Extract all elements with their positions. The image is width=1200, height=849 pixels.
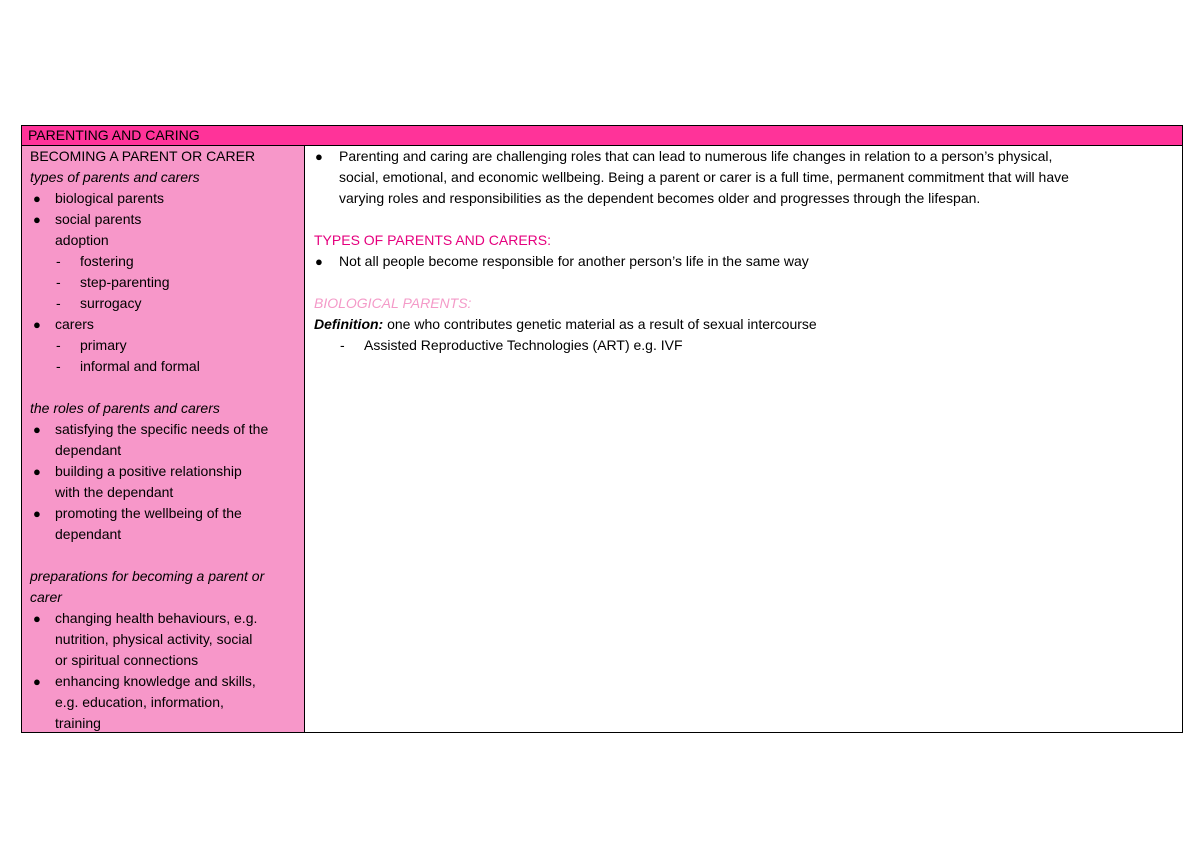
biological-parents-heading: BIOLOGICAL PARENTS: bbox=[314, 295, 472, 311]
document-table bbox=[21, 125, 1183, 733]
list-item: ● carers bbox=[30, 314, 298, 335]
dash-icon: - bbox=[56, 295, 61, 311]
table-header: PARENTING AND CARING bbox=[22, 126, 1182, 146]
types-heading: types of parents and carers bbox=[30, 169, 200, 185]
sub-list-item: - primary bbox=[30, 335, 298, 356]
list-item: adoption bbox=[55, 232, 109, 248]
bullet-icon: ● bbox=[33, 506, 41, 521]
roles-heading: the roles of parents and carers bbox=[30, 400, 220, 416]
sub-list-item: - fostering bbox=[30, 251, 298, 272]
dash-icon: - bbox=[340, 337, 345, 353]
sub-list-item: - surrogacy bbox=[30, 293, 298, 314]
sub-list-item: - informal and formal bbox=[30, 356, 298, 377]
dash-icon: - bbox=[56, 253, 61, 269]
list-item: ● enhancing knowledge and skills, e.g. education, information, training bbox=[30, 671, 298, 732]
preparations-heading: preparations for becoming a parent or carer bbox=[30, 568, 265, 605]
bullet-icon: ● bbox=[315, 254, 323, 269]
dash-icon: - bbox=[56, 274, 61, 290]
intro-paragraph: ● Parenting and caring are challenging roles that can lead to numerous life changes in relation to a person’s physical, social, emotional, and economic wellbeing. Being a parent or carer is a full time, permanent commitment that will have varying roles and responsibilities as the dependent becomes older and progresses through the lifespan. bbox=[314, 146, 1172, 209]
definition-line bbox=[314, 314, 1172, 335]
sub-list-item: - step-parenting bbox=[30, 272, 298, 293]
sub-list-item: - Assisted Reproductive Technologies (ART) e.g. IVF bbox=[314, 335, 1172, 356]
list-item: ● changing health behaviours, e.g. nutrition, physical activity, social or spiritual connections bbox=[30, 608, 298, 671]
bullet-icon: ● bbox=[33, 317, 41, 332]
bullet-icon: ● bbox=[33, 674, 41, 689]
bullet-icon: ● bbox=[33, 422, 41, 437]
list-item: ● biological parents bbox=[30, 188, 298, 209]
list-item: ● Not all people become responsible for another person’s life in the same way bbox=[314, 251, 1172, 272]
list-item: ● promoting the wellbeing of the dependant bbox=[30, 503, 298, 545]
bullet-icon: ● bbox=[315, 149, 323, 164]
bullet-icon: ● bbox=[33, 191, 41, 206]
dash-icon: - bbox=[56, 358, 61, 374]
definition-label: Definition: bbox=[314, 316, 384, 332]
bullet-icon: ● bbox=[33, 464, 41, 479]
notes-column bbox=[305, 146, 1182, 732]
dash-icon: - bbox=[56, 337, 61, 353]
types-of-parents-heading: TYPES OF PARENTS AND CARERS: bbox=[314, 232, 552, 248]
bullet-icon: ● bbox=[33, 611, 41, 626]
definition-text: one who contributes genetic material as a result of sexual intercourse bbox=[383, 316, 817, 332]
topic-outline-column bbox=[22, 146, 305, 732]
list-item: ● satisfying the specific needs of the dependant bbox=[30, 419, 298, 461]
bullet-icon: ● bbox=[33, 212, 41, 227]
table-body bbox=[22, 146, 1182, 732]
list-item: ● building a positive relationship with the dependant bbox=[30, 461, 298, 503]
section-title: BECOMING A PARENT OR CARER bbox=[30, 148, 256, 164]
list-item: ● social parents bbox=[30, 209, 298, 230]
